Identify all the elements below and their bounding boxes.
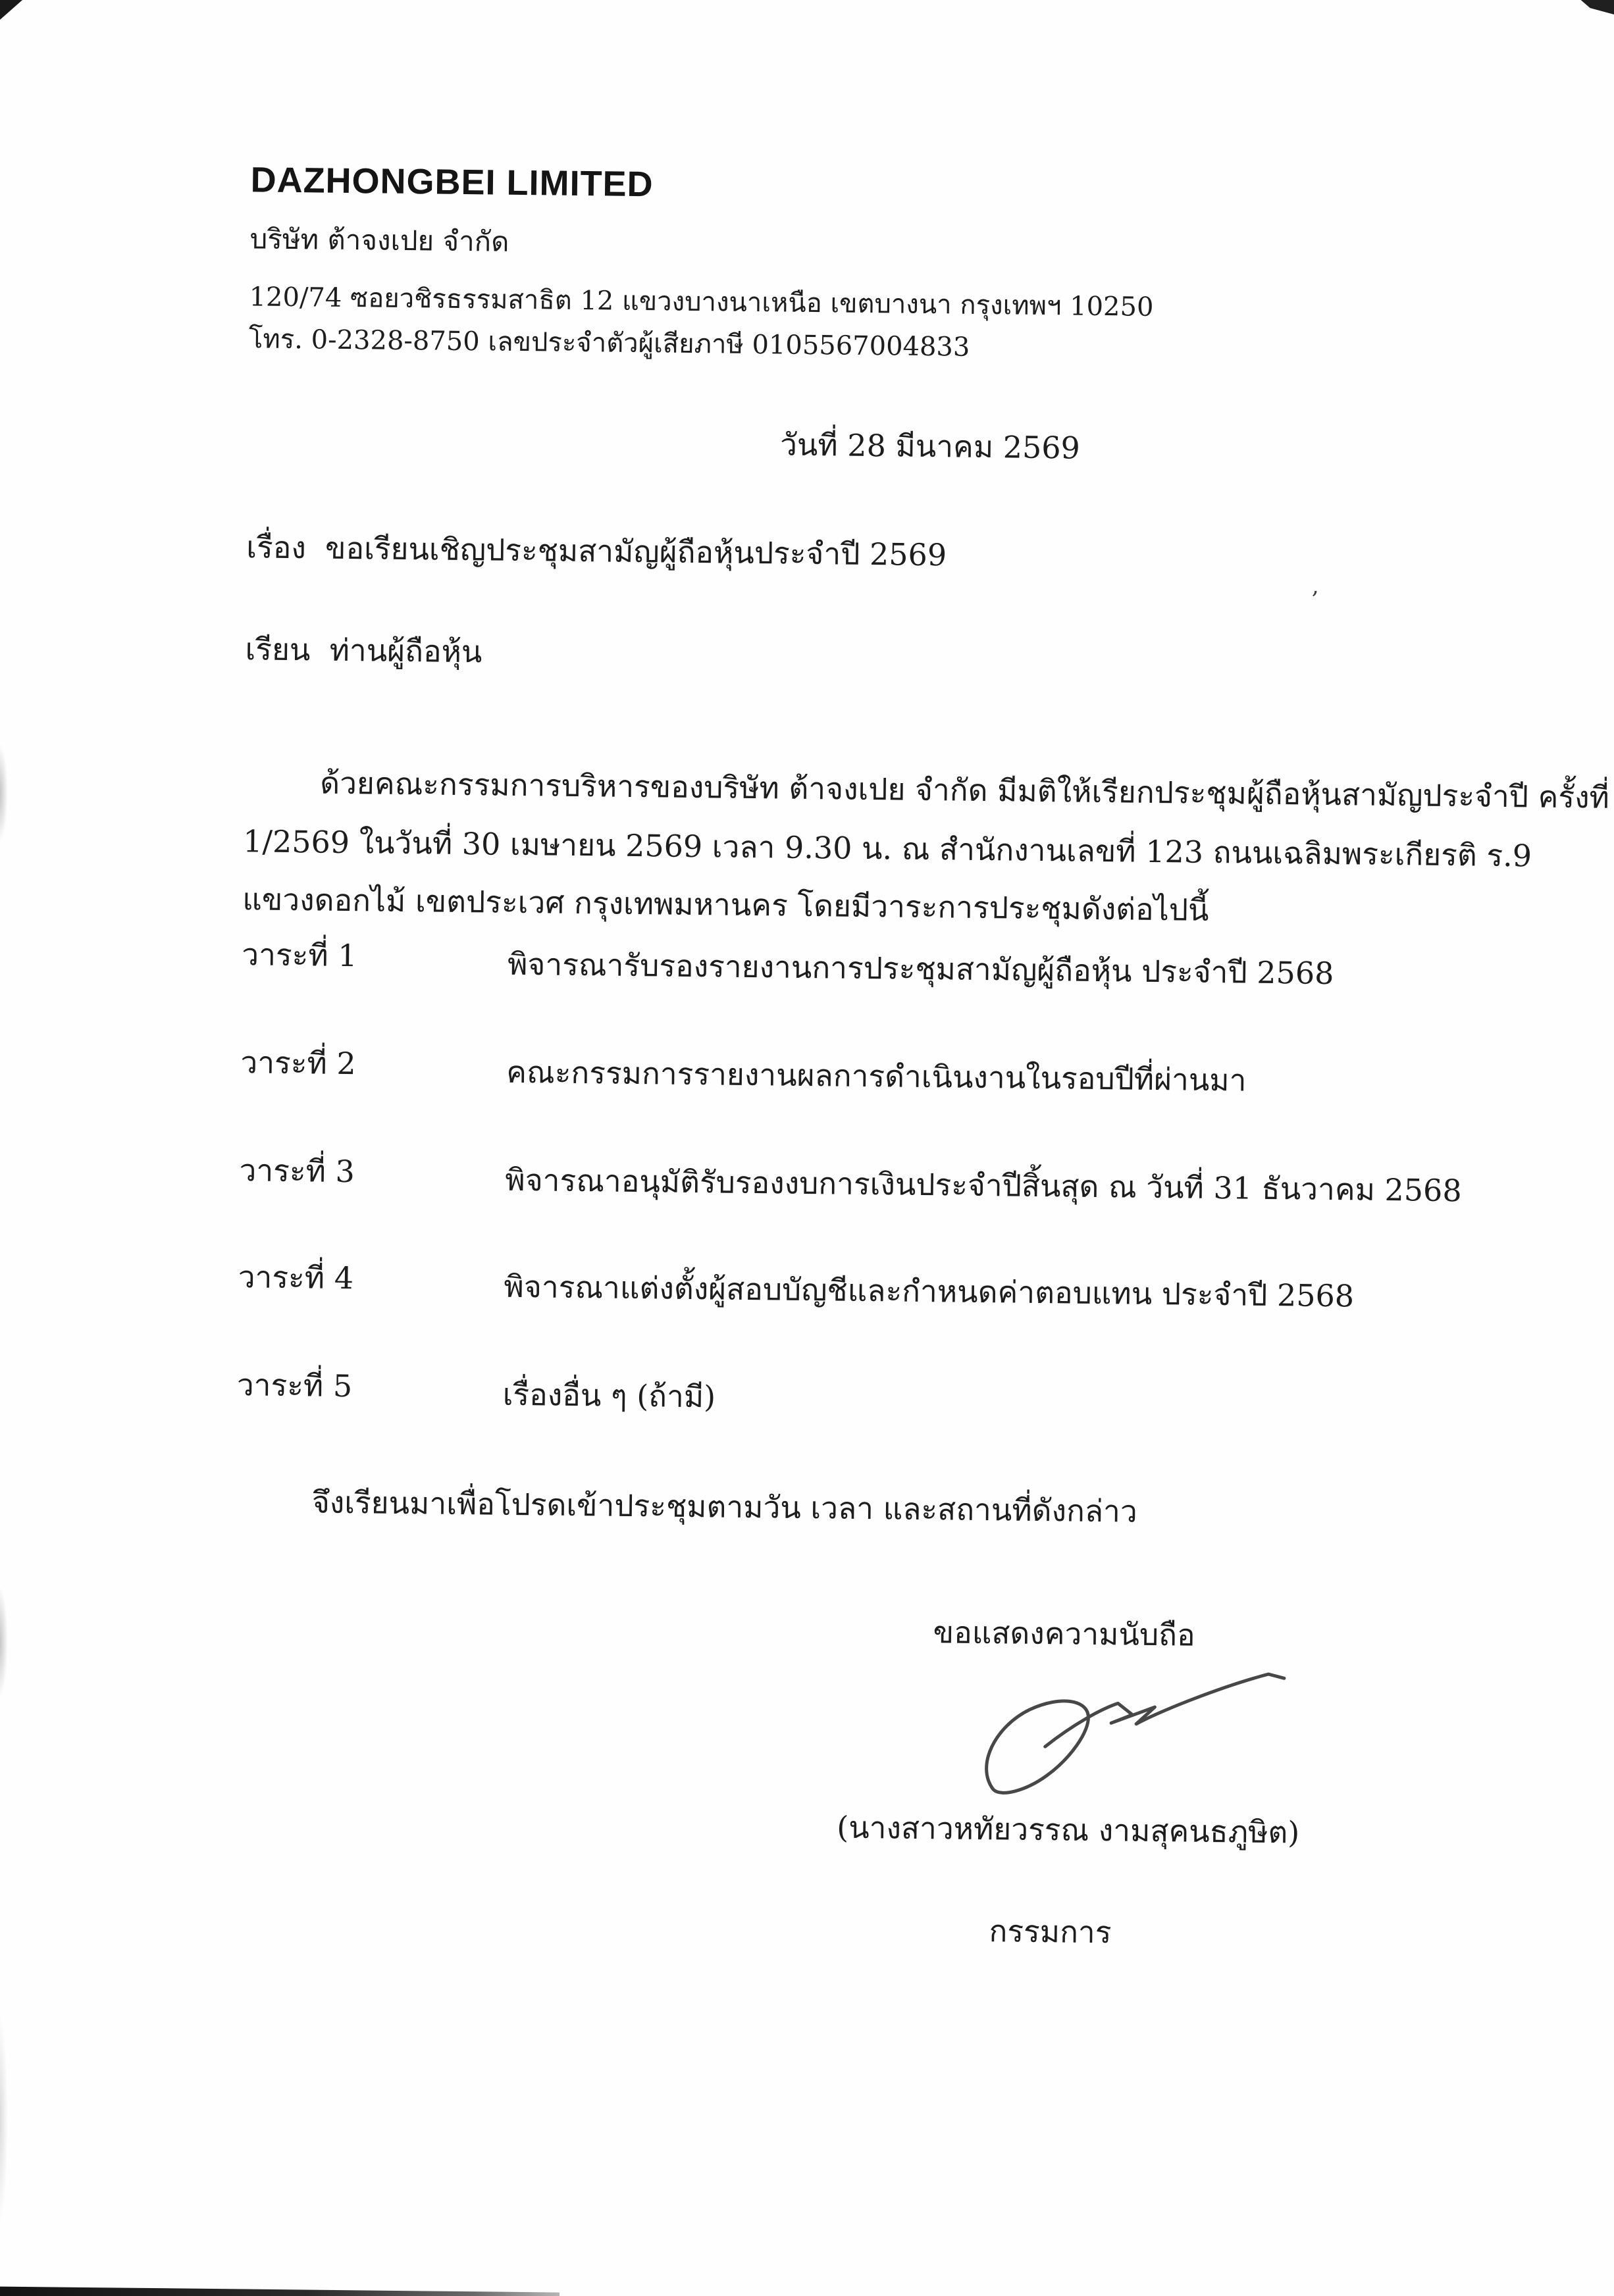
body-line: แขวงดอกไม้ เขตประเวศ กรุงเทพมหานคร โดยมีวาระการประชุมดังต่อไปนี้	[242, 881, 1209, 928]
body-line: ด้วยคณะกรรมการบริหารของบริษัท ต้าจงเปย จำกัด มีมติให้เรียกประชุมผู้ถือหุ้นสามัญประจำปี ครั้งที่	[319, 765, 1610, 815]
agenda-item-text: พิจารณารับรองรายงานการประชุมสามัญผู้ถือหุ้น ประจำปี 2568	[507, 946, 1334, 992]
agenda-item-label: วาระที่ 5	[236, 1367, 353, 1404]
company-address-line: 120/74 ซอยวชิรธรรมสาธิต 12 แขวงบางนาเหนือ เขตบางนา กรุงเทพฯ 10250	[249, 282, 1154, 322]
signature-image	[979, 1660, 1322, 1809]
agenda-item-text: เรื่องอื่น ๆ (ถ้ามี)	[502, 1376, 716, 1415]
salutation-line	[245, 625, 482, 676]
subject-label: เรื่อง	[246, 529, 307, 566]
agenda-item-label: วาระที่ 1	[241, 936, 357, 974]
agenda-item-text: พิจารณาอนุมัติรับรองงบการเงินประจำปีสิ้นสุด ณ วันที่ 31 ธันวาคม 2568	[505, 1161, 1462, 1209]
subject-text: ขอเรียนเชิญประชุมสามัญผู้ถือหุ้นประจำปี 2569	[325, 530, 947, 573]
agenda-item-label: วาระที่ 3	[239, 1152, 355, 1190]
company-name-en: DAZHONGBEI LIMITED	[250, 160, 654, 205]
agenda-item-text: คณะกรรมการรายงานผลการดำเนินงานในรอบปีที่ผ่านมา	[506, 1054, 1247, 1098]
agenda-item-label: วาระที่ 2	[240, 1044, 357, 1082]
company-phone-tax-line: โทร. 0-2328-8750 เลขประจำตัวผู้เสียภาษี 0105567004833	[248, 324, 970, 363]
subject-line	[246, 523, 947, 579]
agenda-item-label: วาระที่ 4	[238, 1259, 354, 1296]
closing-line: จึงเรียนมาเพื่อโปรดเข้าประชุมตามวัน เวลา และสถานที่ดังกล่าว	[311, 1484, 1138, 1529]
body-line: 1/2569 ในวันที่ 30 เมษายน 2569 เวลา 9.30 น. ณ สำนักงานเลขที่ 123 ถนนเฉลิมพระเกียรติ ร.9	[242, 823, 1532, 874]
ink-speck: ‚	[1311, 573, 1319, 600]
salutation-text: ท่านผู้ถือหุ้น	[329, 632, 482, 670]
signer-name-line: (นางสาวหทัยวรรณ งามสุคนธภูษิต)	[837, 1809, 1300, 1850]
company-name-th: บริษัท ต้าจงเปย จำกัด	[249, 222, 509, 258]
regards-line: ขอแสดงความนับถือ	[933, 1614, 1195, 1653]
signer-title-line: กรรมการ	[989, 1913, 1112, 1951]
agenda-item-text: พิจารณาแต่งตั้งผู้สอบบัญชีและกำหนดค่าตอบแทน ประจำปี 2568	[504, 1268, 1355, 1314]
letter-date: วันที่ 28 มีนาคม 2569	[779, 426, 1081, 466]
salutation-label: เรียน	[245, 631, 311, 668]
